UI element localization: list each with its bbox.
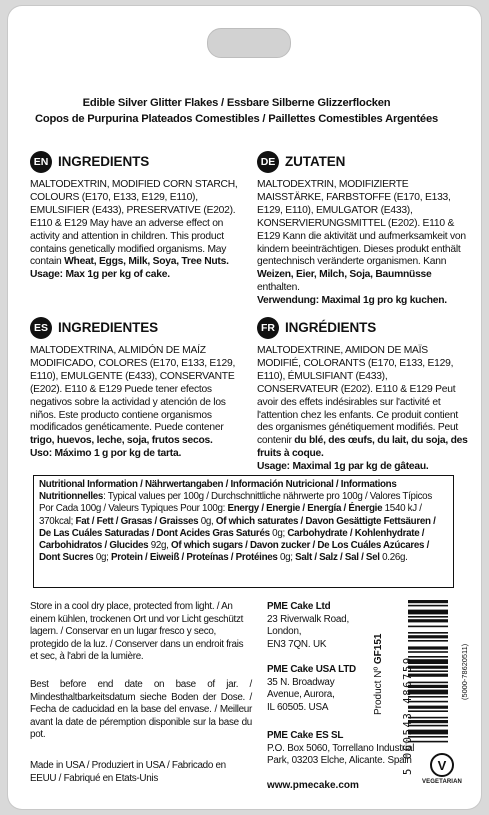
allergens-es: trigo, huevos, leche, soja, frutos secos.: [30, 435, 213, 447]
usage-en: Usage: Max 1g per kg of cake.: [30, 269, 170, 281]
language-badge-de: DE: [257, 151, 279, 173]
allergens-fr: du blé, des œufs, du lait, du soja, des fruits à coque.: [257, 435, 468, 460]
product-title-line1: Edible Silver Glitter Flakes / Essbare Silberne Glizzerflocken: [82, 97, 391, 109]
address-usa: PME Cake USA LTD 35 N. Broadway Avenue, Aurora, IL 60505. USA: [267, 664, 356, 713]
language-badge-fr: FR: [257, 317, 279, 339]
barcode-number: 5 060543 486759: [402, 656, 414, 775]
section-de: [257, 150, 469, 308]
made-in-note: Made in USA / Produziert in USA / Fabricado en EEUU / Fabriqué en Etats-Unis: [30, 760, 226, 784]
vegetarian-icon: V: [430, 753, 454, 777]
best-before-note: Best before end date on base of jar. / Mindesthaltbarkeitsdatum sieche Boden der Dose. / Fecha de caducidad en la base del envase. / Meilleur avant la date de péremption disponible sur la base du pot.: [30, 679, 252, 741]
ingredients-text-fr: MALTODEXTRINE, AMIDON DE MAÏS MODIFIÉ, COLORANTS (E170, E133, E129, E110), ÉMULSIFIANT (E433), CONSERVATEUR (E202). E110 & E129 Peut avoir des effets indésirables sur l'activité et l'attention chez les enfants. Ce produit contient des organismes génétiquement modifiés. Peut contenir du blé, des œufs, du lait, du soja, des fruits à coque. Usage: Maximal 1g par kg de gâteau.: [257, 345, 468, 473]
language-badge-es: ES: [30, 317, 52, 339]
website-link[interactable]: www.pmecake.com: [267, 780, 359, 791]
storage-instructions: Store in a cool dry place, protected from light. / An einem kühlen, trockenen Ort und vor Licht geschützt lagern. / Conservar en un lugar fresco y seco, protegido de la luz. / Conserver dans un endroit frais et sec, à l'abri de la lumière.: [30, 601, 244, 663]
allergens-en: Wheat, Eggs, Milk, Soya, Tree Nuts.: [64, 256, 229, 268]
section-en: [30, 150, 242, 282]
section-title-fr: INGRÉDIENTS: [285, 319, 377, 335]
ingredients-text-es: MALTODEXTRINA, ALMIDÓN DE MAÍZ MODIFICADO, COLORES (E170, E133, E129, E110), EMULGENTE (E433), CONSERVANTE (E202). E110 & E129 Puede tener efectos negativos sobre la actividad y atención de los niños. Este producto contiene organismos modificados genéticamente. Puede contener trigo, huevos, leche, soja, frutos secos. Uso: Máximo 1 g por kg de tarta.: [30, 345, 236, 460]
address-spain: PME Cake ES SL P.O. Box 5060, Torrellano Industrial Park, 03203 Elche, Alicante. Spain: [267, 730, 415, 767]
usage-de: Verwendung: Maximal 1g pro kg kuchen.: [257, 295, 447, 307]
hang-hole: [207, 28, 291, 58]
allergens-de: Weizen, Eier, Milch, Soja, Baumnüsse: [257, 269, 432, 281]
vegetarian-mark: [422, 753, 462, 785]
section-es: [30, 316, 242, 461]
usage-es: Uso: Máximo 1 g por kg de tarta.: [30, 448, 182, 460]
section-fr: [257, 316, 469, 474]
section-title-es: INGREDIENTES: [58, 319, 159, 335]
nutrition-heading: Nutritional Information / Nährwertangaben / Información Nutricional / Informations Nutritionnelles: [39, 479, 397, 503]
section-title-de: ZUTATEN: [285, 153, 346, 169]
ingredients-text-de: MALTODEXTRIN, MODIFIZIERTE MAISSTÄRKE, FARBSTOFFE (E170, E133, E129, E110), EMULGATOR (E433), KONSERVIERUNGSMITTEL (E202). E110 & E129 Kann die aktivität und aufmerksamkeit von kindern beeinträchtigen. Dieses produkt enthält gentechnisch veränderte organismen. Kann Weizen, Eier, Milch, Soja, Baumnüsse enthalten. Verwendung: Maximal 1g pro kg kuchen.: [257, 179, 466, 307]
nutrition-box: Nutritional Information / Nährwertangaben / Información Nutricional / Informations Nutritionnelles: Typical values per 100g / Durchschnittliche nährwerte pro 100g / Valores Típicos Por Cada 100g / Valeurs Typiques Pour 100g: Energy / Energie / Energía / Énergie 1540 kJ / 370kcal; Fat / Fett / Grasas / Graisses 0g, Of which saturates / Davon Gesättigte Fettsäuren / De Las Cuáles Saturadas / Dont Acides Gras Saturés 0g; Carbohydrate / Kohlenhydrate / Carbohidratos / Glucides 92g, Of which sugars / Davon zucker / De Los Cuáles Azúcares / Dont Sucres 0g; Protein / Eiweiß / Proteínas / Protéines 0g; Salt / Salz / Sal / Sel 0.26g.: [33, 475, 454, 588]
usage-fr: Usage: Maximal 1g par kg de gâteau.: [257, 461, 429, 473]
language-badge-en: EN: [30, 151, 52, 173]
address-uk: PME Cake Ltd 23 Riverwalk Road, London, EN3 7QN. UK: [267, 601, 350, 650]
product-title-line2: Copos de Purpurina Plateados Comestibles / Paillettes Comestibles Argentées: [35, 113, 438, 125]
ingredients-text-en: MALTODEXTRIN, MODIFIED CORN STARCH, COLOURS (E170, E133, E129, E110), EMULSIFIER (E433), PRESERVATIVE (E202). E110 & E129 May have an adverse effect on activity and attention in children. This product contains genetically modified organisms. May contain Wheat, Eggs, Milk, Soya, Tree Nuts. Usage: Max 1g per kg of cake.: [30, 179, 238, 281]
section-title-en: INGREDIENTS: [58, 153, 150, 169]
vegetarian-label: VEGETARIAN: [422, 779, 462, 785]
barcode-sub-number: (5000-78620511): [460, 643, 469, 700]
barcode-icon: [408, 600, 448, 775]
product-number: Product Nº GF151: [373, 633, 384, 715]
